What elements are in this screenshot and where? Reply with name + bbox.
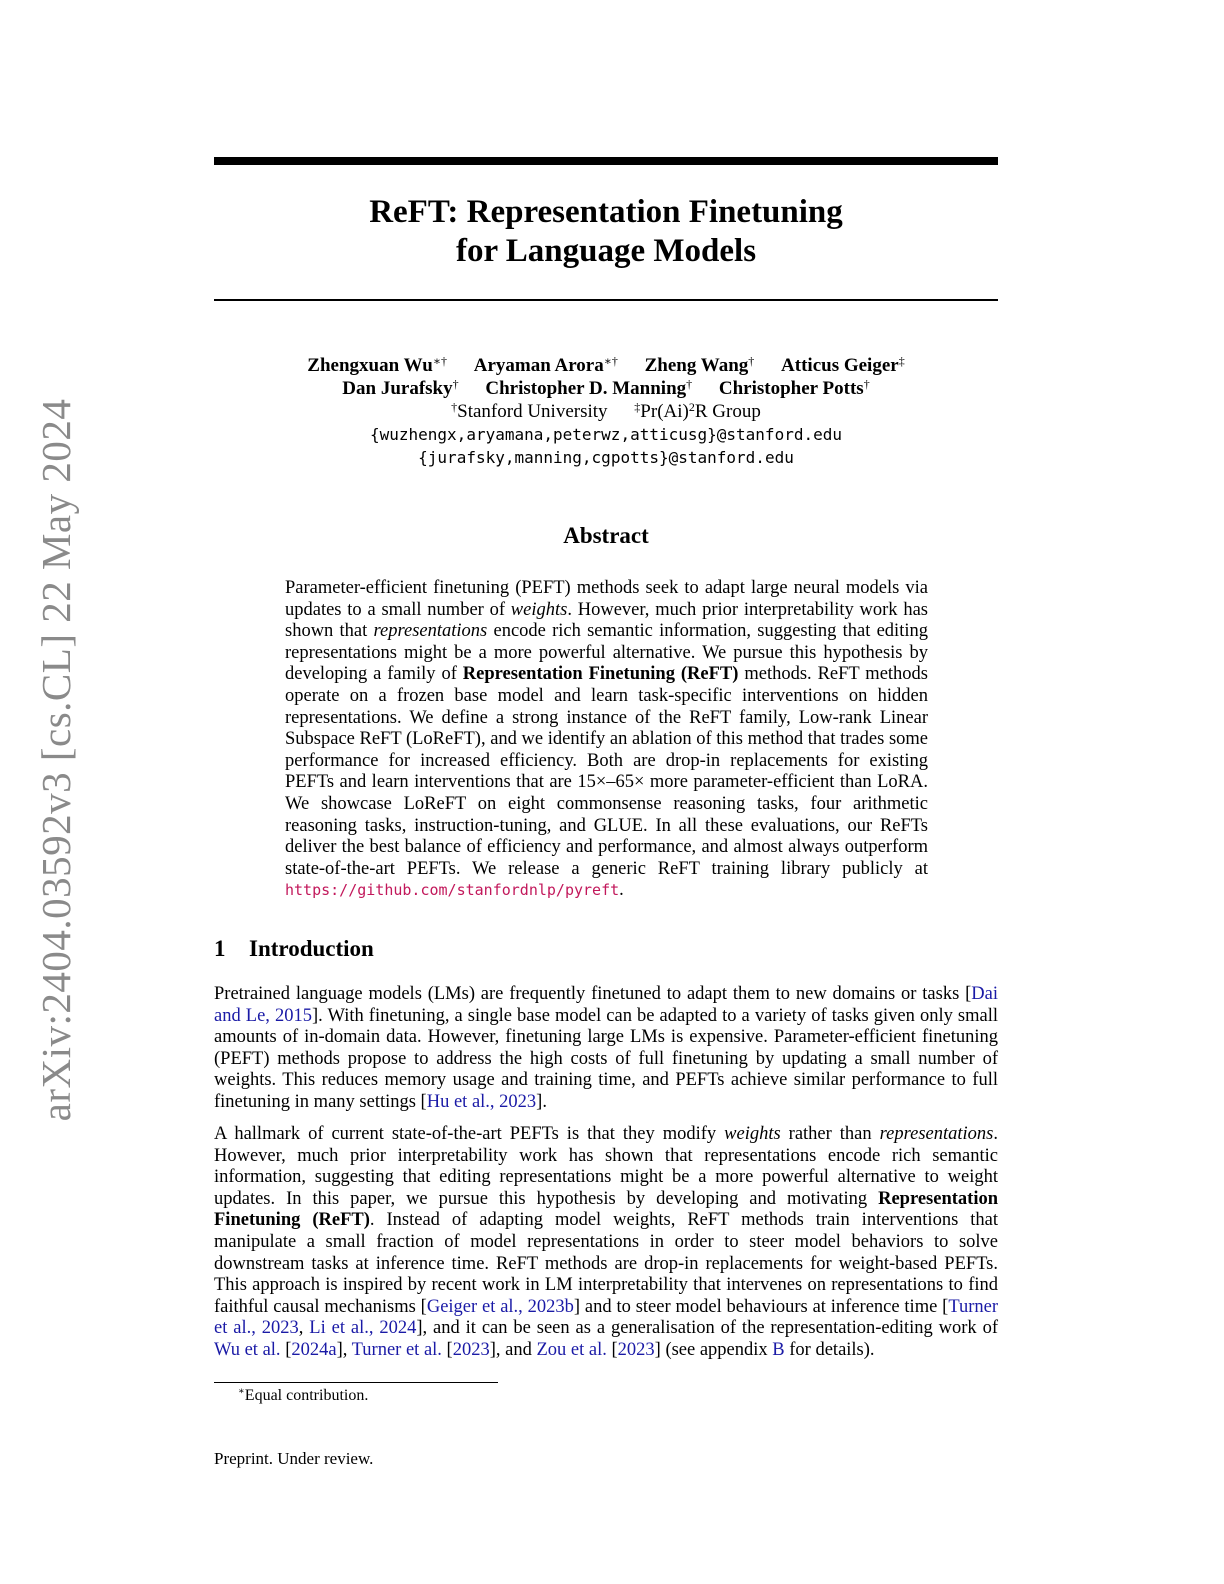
- author-name: Zheng Wang: [644, 355, 749, 376]
- paragraph-text: ].: [536, 1091, 547, 1112]
- paragraph-text: ],: [336, 1339, 352, 1360]
- author-marks: †: [748, 354, 755, 368]
- author-block: [214, 354, 998, 469]
- intro-paragraph-1: [214, 984, 998, 1114]
- paper-title: [214, 193, 998, 271]
- email-line-1: {wuzhengx,aryamana,peterwz,atticusg}@stanford.edu: [369, 425, 842, 444]
- footnote-mark: ∗: [238, 1386, 245, 1397]
- author-marks: ‡: [898, 354, 905, 368]
- footnote-rule: [214, 1382, 498, 1383]
- paragraph-text: ] and to steer model behaviours at inference time [: [573, 1296, 949, 1317]
- citation-link[interactable]: Li et al., 2024: [309, 1318, 417, 1339]
- paragraph-text: [: [606, 1339, 618, 1360]
- citation-link[interactable]: Zou et al.: [536, 1339, 607, 1360]
- citation-link[interactable]: Wu et al.: [214, 1339, 281, 1360]
- paragraph-emphasis: weights: [724, 1124, 781, 1144]
- paragraph-text: ,: [298, 1318, 310, 1339]
- paragraph-text: . However, much prior interpretability work has shown that representations encode rich semantic information, suggesting that editing representations might be a more powerful alternative to weight updates. In this paper, we pursue this hypothesis by developing and motivating: [214, 1124, 998, 1209]
- paragraph-text: [: [441, 1339, 453, 1360]
- abstract-heading: Abstract: [563, 523, 649, 548]
- author-name: Christopher Potts: [718, 378, 864, 399]
- affiliation-prai: Pr(Ai): [640, 401, 689, 422]
- author-marks: †: [452, 377, 459, 391]
- paragraph-text: ], and: [489, 1339, 537, 1360]
- paragraph-text: ], and it can be seen as a generalisation of the representation-editing work of: [416, 1318, 998, 1339]
- title-line-2: for Language Models: [455, 233, 757, 269]
- affiliation-group: R Group: [694, 401, 761, 422]
- author-name: Christopher D. Manning: [485, 378, 687, 399]
- section-title: Introduction: [249, 936, 374, 961]
- footnote: [238, 1387, 368, 1405]
- paragraph-text: Pretrained language models (LMs) are frequently finetuned to adapt them to new domains or tasks [: [214, 984, 972, 1004]
- preprint-notice: Preprint. Under review.: [214, 1449, 374, 1468]
- title-rule-bottom: [214, 299, 998, 301]
- author-name: Dan Jurafsky: [342, 378, 453, 399]
- citation-link[interactable]: Hu et al., 2023: [426, 1091, 537, 1112]
- citation-link[interactable]: Dai and Le, 2015: [214, 984, 998, 1026]
- affiliation-stanford: Stanford University: [457, 401, 608, 422]
- author-marks: ∗†: [432, 354, 447, 368]
- abstract-emphasis: representations: [373, 621, 488, 642]
- paragraph-text: ] (see appendix: [654, 1339, 773, 1360]
- author-marks: †: [686, 377, 693, 391]
- intro-paragraph-2: [214, 1124, 998, 1362]
- abstract-text: methods. ReFT methods operate on a frozen base model and learn task-specific interventions on hidden representations. We define a strong instance of the ReFT family, Low-rank Linear Subspace ReFT (LoReFT), and we identify an ablation of this method that trades some performance for increased efficiency. Both are drop-in replacements for existing PEFTs and learn interventions that are 15×–65× more parameter-efficient than LoRA. We showcase LoReFT on eight commonsense reasoning tasks, four arithmetic reasoning tasks, instruction-tuning, and GLUE. In all these evaluations, our ReFTs deliver the best balance of efficiency and performance, and almost always outperform state-of-the-art PEFTs. We release a generic ReFT training library publicly at: [285, 664, 928, 879]
- abstract-text: .: [619, 880, 624, 901]
- paragraph-text: for details).: [784, 1339, 875, 1360]
- abstract-body: [285, 578, 928, 902]
- title-rule-top: [214, 157, 998, 165]
- author-row-1: [214, 354, 998, 377]
- abstract-text: . However, much prior interpretability work has shown that: [285, 599, 928, 642]
- citation-link[interactable]: Geiger et al., 2023b: [426, 1296, 574, 1317]
- abstract-text: Parameter-efficient finetuning (PEFT) methods seek to adapt large neural models via updates to a small number of: [285, 578, 928, 620]
- footnote-text: Equal contribution.: [244, 1387, 369, 1404]
- paragraph-text: ]. With finetuning, a single base model can be adapted to a variety of tasks given only small amounts of in-domain data. However, finetuning large LMs is expensive. Parameter-efficient finetuning (PEFT) methods propose to address the high costs of full finetuning by updating a small number of weights. This reduces memory usage and training time, and PEFTs achieve similar performance to full finetuning in many settings [: [214, 1005, 998, 1112]
- affiliation-mark: ‡: [634, 400, 641, 414]
- paragraph-text: rather than: [780, 1124, 880, 1144]
- paragraph-text: A hallmark of current state-of-the-art PEFTs is that they modify: [214, 1124, 725, 1144]
- paragraph-text: . Instead of adapting model weights, ReFT methods train interventions that manipulate a small fraction of model representations in order to steer model behaviors to solve downstream tasks at inference time. ReFT methods are drop-in replacements for weight-based PEFTs. This approach is inspired by recent work in LM interpretability that intervenes on representations to find faithful causal mechanisms [: [214, 1210, 998, 1317]
- author-marks: ∗†: [603, 354, 618, 368]
- title-line-1: ReFT: Representation Finetuning: [369, 194, 843, 230]
- author-name: Atticus Geiger: [781, 355, 899, 376]
- affiliation-mark: †: [451, 400, 458, 414]
- arxiv-sidebar: [12, 400, 100, 1120]
- github-link[interactable]: https://github.com/stanfordnlp/pyreft: [285, 881, 620, 900]
- author-name: Zhengxuan Wu: [307, 355, 433, 376]
- affiliation-superscript: 2: [688, 400, 695, 414]
- citation-link[interactable]: 2023: [617, 1339, 655, 1360]
- appendix-link[interactable]: B: [772, 1339, 785, 1360]
- citation-link[interactable]: 2024a: [291, 1339, 337, 1360]
- paragraph-text: [: [280, 1339, 292, 1360]
- paragraph-bold: Representation Finetuning (ReFT): [214, 1188, 998, 1231]
- citation-link[interactable]: 2023: [452, 1339, 490, 1360]
- citation-link[interactable]: Turner et al.: [351, 1339, 442, 1360]
- citation-link[interactable]: Turner et al., 2023: [214, 1296, 998, 1339]
- abstract-bold: Representation Finetuning (ReFT): [462, 664, 739, 685]
- author-marks: †: [863, 377, 870, 391]
- arxiv-identifier: arXiv:2404.03592v3 [cs.CL] 22 May 2024: [33, 398, 79, 1122]
- email-line-2: {jurafsky,manning,cgpotts}@stanford.edu: [418, 448, 794, 467]
- author-row-2: [214, 377, 998, 400]
- section-heading-introduction: [214, 936, 374, 962]
- section-number: 1: [214, 936, 226, 961]
- affiliations: [214, 400, 998, 423]
- paragraph-emphasis: representations: [879, 1124, 994, 1144]
- abstract-text: encode rich semantic information, suggesting that editing representations might be a more powerful alternative. We pursue this hypothesis by developing a family of: [285, 621, 928, 685]
- author-name: Aryaman Arora: [473, 355, 604, 376]
- abstract-emphasis: weights: [510, 599, 568, 620]
